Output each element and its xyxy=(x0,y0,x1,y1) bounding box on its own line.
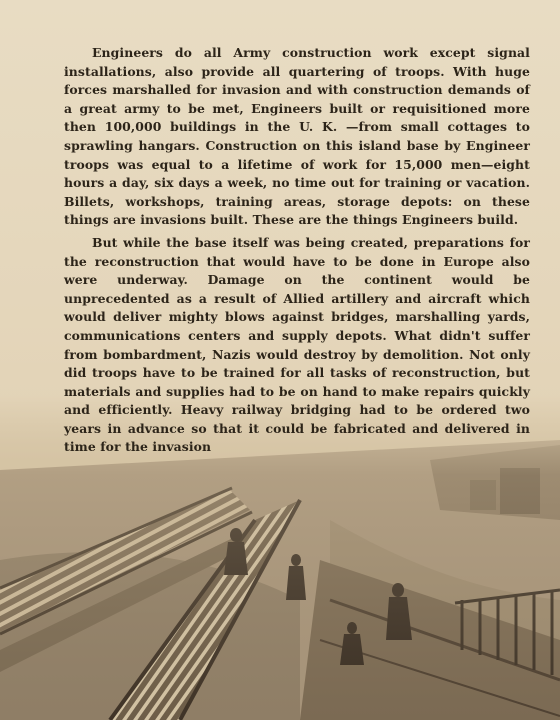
article-body xyxy=(64,44,530,461)
paragraph-engineers-construction: Engineers do all Army construction work except signal installations, also provide all quartering of troops. With huge forces marshalled for invasion and with construction demands of a great army to be met, Engineers built or requisitioned more then 100,000 buildings in the U. K. —from small cottages to sprawling hangars. Construction on this island base by Engineer troops was equal to a lifetime of work for 15,000 men—eight hours a day, six days a week, no time out for training or vacation. Billets, workshops, training areas, storage depots: on these things are invasions built. These are the things Engineers build. xyxy=(64,45,530,228)
paragraph-reconstruction-preparations: But while the base itself was being created, preparations for the reconstruction that would have to be done in Europe also were underway. Damage on the continent would be unprecedented as a result of Allied artillery and aircraft which would deliver mighty blows against bridges, marshalling yards, communications centers and supply depots. What didn't suffer from bombardment, Nazis would destroy by demolition. Not only did troops have to be trained for all tasks of reconstruction, but materials and supplies had to be on hand to make repairs quickly and efficiently. Heavy railway bridging had to be ordered two years in advance so that it could be fabricated and delivered in time for the invasion xyxy=(64,234,530,455)
